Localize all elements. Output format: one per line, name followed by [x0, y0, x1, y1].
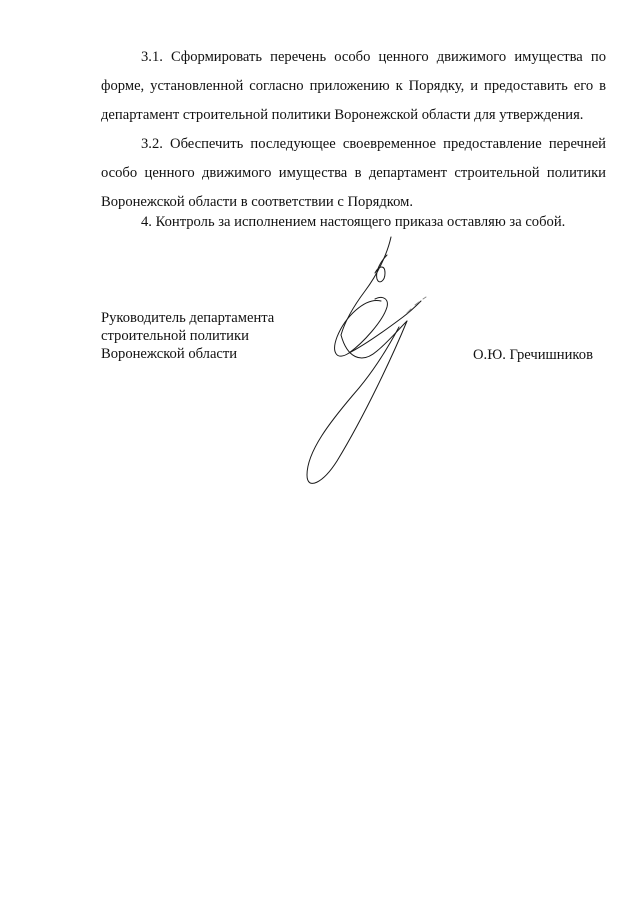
signer-position-line-1: Руководитель департамента	[101, 310, 275, 326]
handwritten-signature	[295, 225, 445, 495]
paragraph-3-1-line-2: форме, установленной согласно приложению к Порядку, и предоставить его в	[101, 78, 606, 94]
paragraph-3-1-line-3: департамент строительной политики Воронежской области для утверждения.	[101, 107, 584, 123]
paragraph-3-2-line-2: особо ценного движимого имущества в департамент строительной политики	[101, 165, 606, 181]
signer-position-line-2: строительной политики	[101, 328, 249, 344]
signer-name: О.Ю. Гречишников	[473, 347, 593, 363]
signer-position-line-3: Воронежской области	[101, 346, 238, 362]
paragraph-3-2-line-3: Воронежской области в соответствии с Порядком.	[101, 194, 414, 210]
paragraph-4-line-1: 4. Контроль за исполнением настоящего приказа оставляю за собой.	[141, 214, 566, 230]
paragraph-3-1-line-1: 3.1. Сформировать перечень особо ценного движимого имущества по	[141, 49, 606, 65]
paragraph-3-2-line-1: 3.2. Обеспечить последующее своевременное предоставление перечней	[141, 136, 606, 152]
